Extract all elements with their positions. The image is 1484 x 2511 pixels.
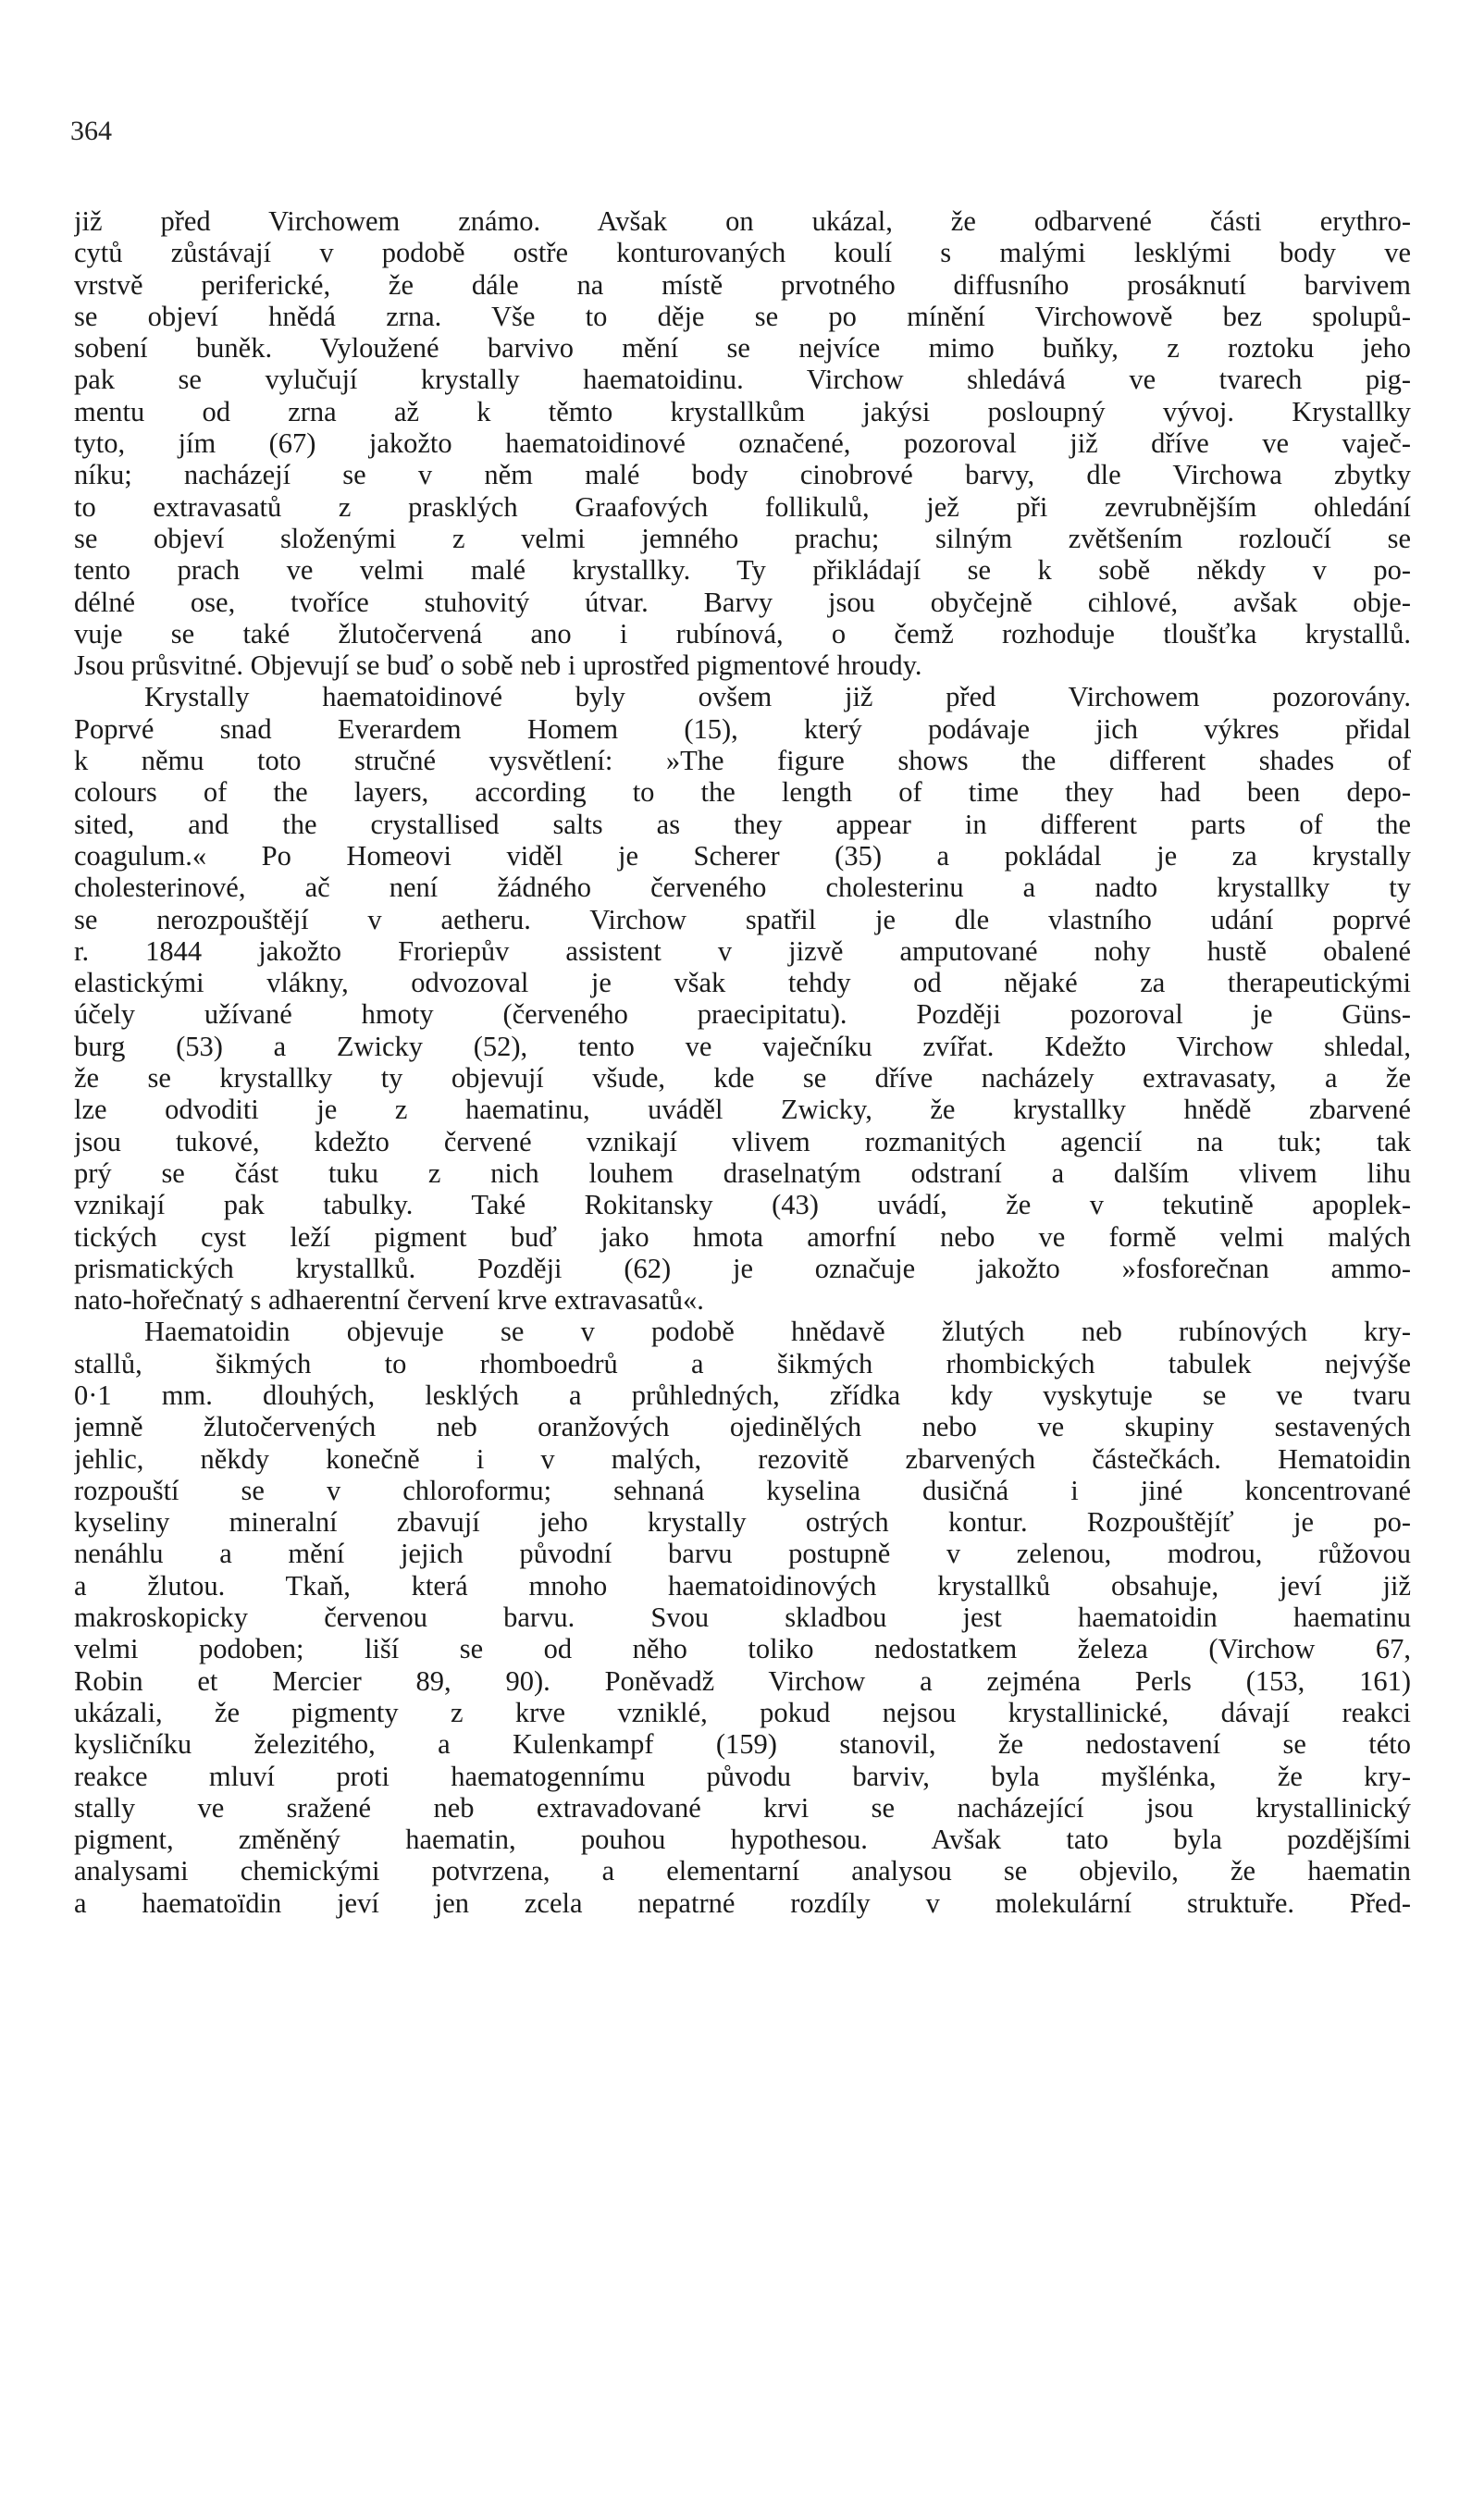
- text-line: že se krystallky ty objevují všude, kde se dříve nacházely extravasaty, a že: [74, 1062, 1411, 1095]
- text-line: makroskopicky červenou barvu. Svou skladbou jest haematoidin haematinu: [74, 1602, 1411, 1634]
- text-line: tento prach ve velmi malé krystallky. Ty přikládají se k sobě někdy v po-: [74, 554, 1411, 587]
- text-line: stallů, šikmých to rhomboedrů a šikmých rhombických tabulek nejvýše: [74, 1347, 1411, 1379]
- text-line: Jsou průsvitné. Objevují se buď o sobě neb i uprostřed pigmentové hroudy.: [74, 649, 922, 682]
- text-line: prismatických krystallků. Později (62) je označuje jakožto »fosforečnan ammo-: [74, 1252, 1411, 1284]
- text-line: pigment, změněný haematin, pouhou hypothesou. Avšak tato byla pozdějšími: [74, 1824, 1411, 1856]
- text-line: jehlic, někdy konečně i v malých, rezovitě zbarvených částečkách. Hematoidin: [74, 1442, 1411, 1475]
- text-line: prý se část tuku z nich louhem draselnatým odstraní a dalším vlivem lihu: [74, 1157, 1411, 1189]
- text-line: níku; nacházejí se v něm malé body cinobrové barvy, dle Virchowa zbytky: [74, 459, 1411, 491]
- text-line: coagulum.« Po Homeovi viděl je Scherer (35) a pokládal je za krystally: [74, 839, 1411, 872]
- text-line: colours of the layers, according to the length of time they had been depo-: [74, 776, 1411, 809]
- text-line: analysami chemickými potvrzena, a elementarní analysou se objevilo, že haematin: [74, 1855, 1411, 1887]
- text-line: cholesterinové, ač není žádného červeného cholesterinu a nadto krystallky ty: [74, 872, 1411, 904]
- text-line: tických cyst leží pigment buď jako hmota amorfní nebo ve formě velmi malých: [74, 1220, 1411, 1253]
- text-line: lze odvoditi je z haematinu, uváděl Zwicky, že krystallky hnědě zbarvené: [74, 1094, 1411, 1126]
- text-line: a haematoïdin jeví jen zcela nepatrné rozdíly v molekulární struktuře. Před-: [74, 1886, 1411, 1919]
- text-line: a žlutou. Tkaň, která mnoho haematoidinových krystallků obsahuje, jeví již: [74, 1569, 1411, 1602]
- text-line: tyto, jím (67) jakožto haematoidinové označené, pozoroval již dříve ve vaječ-: [74, 427, 1411, 460]
- text-line: jemně žlutočervených neb oranžových ojedinělých nebo ve skupiny sestavených: [74, 1411, 1411, 1443]
- text-line: jsou tukové, kdežto červené vznikají vlivem rozmanitých agencií na tuk; tak: [74, 1125, 1411, 1157]
- text-line: se nerozpouštějí v aetheru. Virchow spatřil je dle vlastního udání poprvé: [74, 903, 1411, 935]
- text-line: to extravasatů z prasklých Graafových follikulů, jež při zevrubnějším ohledání: [74, 490, 1411, 523]
- text-line: stally ve sražené neb extravadované krvi se nacházející jsou krystallinický: [74, 1791, 1411, 1824]
- text-line: Haematoidin objevuje se v podobě hnědavě žlutých neb rubínových kry-: [144, 1316, 1411, 1348]
- text-line: rozpouští se v chloroformu; sehnaná kyselina dusičná i jiné koncentrované: [74, 1474, 1411, 1506]
- text-line: elastickými vlákny, odvozoval je však tehdy od nějaké za therapeutickými: [74, 967, 1411, 999]
- text-line: kysličníku železitého, a Kulenkampf (159) stanovil, že nedostavení se této: [74, 1728, 1411, 1761]
- text-line: kyseliny mineralní zbavují jeho krystally ostrých kontur. Rozpouštějíť je po-: [74, 1506, 1411, 1539]
- text-line: účely užívané hmoty (červeného praecipitatu). Později pozoroval je Güns-: [74, 998, 1411, 1031]
- text-line: sobení buněk. Vyloužené barvivo mění se nejvíce mimo buňky, z roztoku jeho: [74, 332, 1411, 365]
- text-line: burg (53) a Zwicky (52), tento ve vaječníku zvířat. Kdežto Virchow shledal,: [74, 1030, 1411, 1062]
- text-line: nato-hořečnatý s adhaerentní červení krve extravasatů«.: [74, 1284, 704, 1317]
- text-line: již před Virchowem známo. Avšak on ukázal, že odbarvené části erythro-: [74, 205, 1411, 237]
- text-line: vuje se také žlutočervená ano i rubínová, o čemž rozhoduje tloušťka krystallů.: [74, 617, 1411, 649]
- text-line: k němu toto stručné vysvětlení: »The figure shows the different shades of: [74, 745, 1411, 777]
- text-line: Robin et Mercier 89, 90). Poněvadž Virchow a zejména Perls (153, 161): [74, 1664, 1411, 1697]
- text-line: se objeví hnědá zrna. Vše to děje se po mínění Virchowově bez spolupů-: [74, 300, 1411, 332]
- text-line: mentu od zrna až k těmto krystallkům jakýsi posloupný vývoj. Krystallky: [74, 395, 1411, 427]
- page-number: 364: [70, 116, 112, 146]
- text-line: reakce mluví proti haematogennímu původu barviv, byla myšlénka, že kry-: [74, 1760, 1411, 1792]
- text-line: vznikají pak tabulky. Také Rokitansky (43) uvádí, že v tekutině apoplek-: [74, 1189, 1411, 1221]
- text-line: nenáhlu a mění jejich původní barvu postupně v zelenou, modrou, růžovou: [74, 1538, 1411, 1570]
- text-line: r. 1844 jakožto Froriepův assistent v jizvě amputované nohy hustě obalené: [74, 934, 1411, 967]
- text-line: 0·1 mm. dlouhých, lesklých a průhledných, zřídka kdy vyskytuje se ve tvaru: [74, 1379, 1411, 1411]
- text-line: pak se vylučují krystally haematoidinu. Virchow shledává ve tvarech pig-: [74, 364, 1411, 396]
- text-line: délné ose, tvoříce stuhovitý útvar. Barvy jsou obyčejně cihlové, avšak obje-: [74, 586, 1411, 618]
- text-line: Poprvé snad Everardem Homem (15), který podávaje jich výkres přidal: [74, 712, 1411, 745]
- text-line: cytů zůstávají v podobě ostře konturovaných koulí s malými lesklými body ve: [74, 237, 1411, 269]
- text-line: vrstvě periferické, že dále na místě prvotného diffusního prosáknutí barvivem: [74, 268, 1411, 301]
- text-line: Krystally haematoidinové byly ovšem již před Virchowem pozorovány.: [144, 681, 1411, 713]
- text-line: sited, and the crystallised salts as they appear in different parts of the: [74, 808, 1411, 840]
- text-line: se objeví složenými z velmi jemného prachu; silným zvětšením rozloučí se: [74, 522, 1411, 554]
- body-text: [74, 205, 1411, 1919]
- text-line: velmi podoben; liší se od něho toliko nedostatkem železa (Virchow 67,: [74, 1633, 1411, 1665]
- text-line: ukázali, že pigmenty z krve vzniklé, pokud nejsou krystallinické, dávají reakci: [74, 1696, 1411, 1728]
